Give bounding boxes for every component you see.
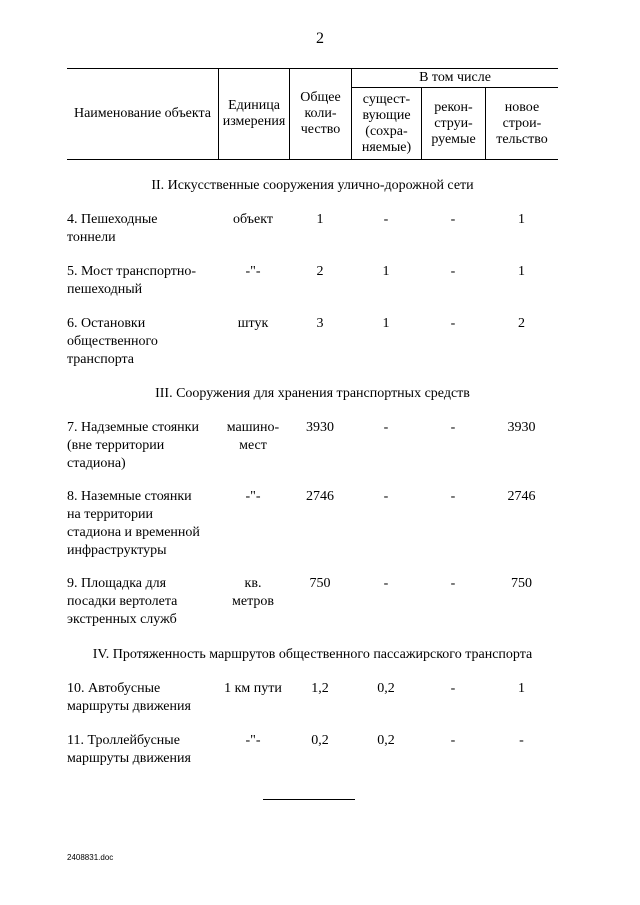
row-unit: -"- xyxy=(245,489,261,504)
header-name: Наименование объекта xyxy=(73,106,212,121)
end-rule xyxy=(263,799,355,800)
row-total: 3930 xyxy=(306,420,334,435)
header-existing: сущест- вующие (сохра- няемые) xyxy=(361,91,412,155)
row-name: 5. Мост транспортно- пешеходный xyxy=(67,264,197,297)
row-unit: машино- мест xyxy=(226,420,280,453)
row-unit: 1 км пути xyxy=(224,681,282,696)
row-new: - xyxy=(519,733,524,748)
row-reconstructed: - xyxy=(450,264,456,279)
row-unit: -"- xyxy=(245,264,261,279)
row-name: 6. Остановки общественного транспорта xyxy=(67,316,158,367)
row-reconstructed: - xyxy=(450,316,456,331)
table-header xyxy=(67,68,558,160)
header-reconstructed: рекон- струи- руемые xyxy=(431,99,476,147)
section-title: II. Искусственные сооружения улично-дорожной сети xyxy=(151,178,474,193)
row-total: 1,2 xyxy=(311,681,329,696)
row-reconstructed: - xyxy=(450,733,456,748)
row-new: 1 xyxy=(518,681,525,696)
row-name: 11. Троллейбусные маршруты движения xyxy=(67,733,191,766)
row-new: 2 xyxy=(518,316,525,331)
header-total: Общее коли- чество xyxy=(300,90,341,137)
row-total: 1 xyxy=(316,212,324,227)
row-total: 2 xyxy=(316,264,324,279)
row-existing: - xyxy=(383,489,389,504)
row-total: 2746 xyxy=(306,489,334,504)
row-reconstructed: - xyxy=(450,420,456,435)
row-unit: кв. метров xyxy=(232,576,274,609)
header-group: В том числе xyxy=(419,70,491,85)
section-title: III. Сооружения для хранения транспортных средств xyxy=(155,386,470,401)
section-title: IV. Протяженность маршрутов общественного пассажирского транспорта xyxy=(92,647,533,662)
row-existing: 0,2 xyxy=(377,733,395,748)
file-name: 2408831.doc xyxy=(67,853,114,862)
row-name: 7. Надземные стоянки (вне территории стадиона) xyxy=(67,420,199,471)
row-existing: 1 xyxy=(382,264,390,279)
row-name: 9. Площадка для посадки вертолета экстренных служб xyxy=(67,576,178,627)
row-new: 1 xyxy=(518,212,525,227)
row-new: 750 xyxy=(511,576,532,591)
row-new: 2746 xyxy=(507,489,536,504)
header-new-construction: новое строи- тельство xyxy=(496,99,548,147)
header-unit: Единица измерения xyxy=(222,98,286,129)
row-reconstructed: - xyxy=(450,576,456,591)
row-existing: - xyxy=(383,576,389,591)
row-existing: - xyxy=(383,212,389,227)
row-name: 4. Пешеходные тоннели xyxy=(67,212,158,245)
row-existing: 1 xyxy=(382,316,390,331)
row-total: 0,2 xyxy=(311,733,329,748)
row-reconstructed: - xyxy=(450,212,456,227)
row-new: 1 xyxy=(518,264,525,279)
row-existing: - xyxy=(383,420,389,435)
row-name: 8. Наземные стоянки на территории стадиона и временной инфраструктуры xyxy=(67,489,200,558)
row-unit: -"- xyxy=(245,733,261,748)
row-reconstructed: - xyxy=(450,681,456,696)
row-unit: объект xyxy=(233,212,273,227)
row-total: 750 xyxy=(309,576,331,591)
row-existing: 0,2 xyxy=(377,681,395,696)
row-name: 10. Автобусные маршруты движения xyxy=(67,681,191,714)
row-reconstructed: - xyxy=(450,489,456,504)
row-unit: штук xyxy=(237,316,269,331)
page-number: 2 xyxy=(316,30,324,47)
row-total: 3 xyxy=(316,316,324,331)
row-new: 3930 xyxy=(507,420,536,435)
